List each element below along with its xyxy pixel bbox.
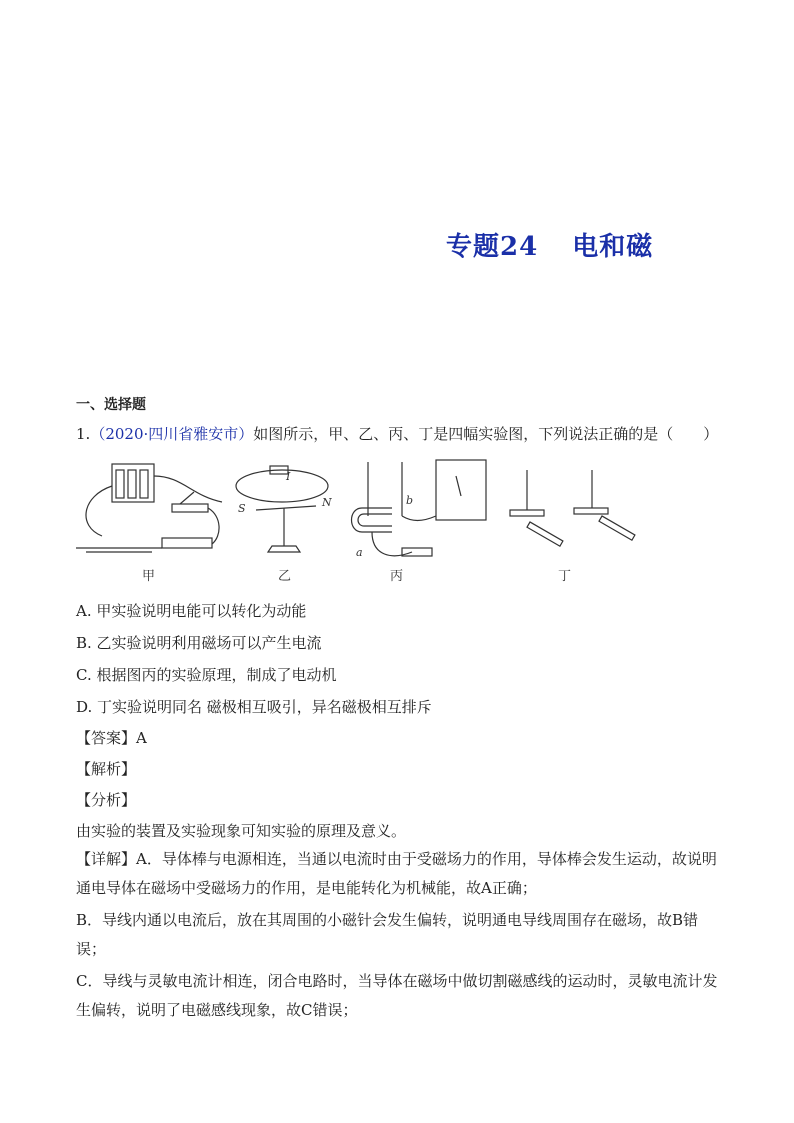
mark-a: a	[356, 546, 363, 559]
detail-b: B．导线内通以电流后，放在其周围的小磁针会发生偏转，说明通电导线周围存在磁场，故B错误；	[76, 911, 699, 958]
wire-loop	[236, 470, 328, 502]
mark-i: I	[286, 470, 291, 483]
page-title	[446, 226, 653, 263]
switch-base	[402, 548, 432, 556]
u-magnet-inner	[358, 514, 392, 526]
title-prefix: 专题	[446, 232, 501, 262]
hanging-magnet	[574, 508, 608, 514]
coil	[162, 538, 212, 548]
magnetic-needle	[256, 506, 316, 510]
question-number: 1.	[76, 425, 91, 443]
experiment-figure	[72, 456, 642, 590]
mark-s: S	[238, 502, 246, 515]
fenxi-title: 【分析】	[76, 791, 137, 809]
needle-base	[268, 546, 300, 552]
mark-n: N	[322, 496, 332, 509]
galvanometer-pointer	[456, 476, 461, 496]
question-text: 如图所示，甲、乙、丙、丁是四幅实验图，下列说法正确的是（ ）	[253, 425, 719, 443]
battery-cell	[116, 470, 124, 498]
option-c: C. 根据图丙的实验原理，制成了电动机	[76, 666, 337, 684]
held-magnet	[527, 522, 563, 546]
wire	[86, 486, 112, 536]
question-source-open: （	[90, 425, 106, 443]
label-jia: 甲	[142, 569, 156, 584]
galvanometer	[436, 460, 486, 520]
title-topic: 电和磁	[572, 232, 654, 262]
option-d: D. 丁实验说明同名 磁极相互吸引，异名磁极相互排斥	[76, 698, 432, 716]
answer: 【答案】A	[76, 729, 147, 747]
wire	[402, 516, 436, 521]
question-stem	[76, 423, 736, 444]
switch-base	[172, 504, 208, 512]
fenxi-text: 由实验的装置及实验现象可知实验的原理及意义。	[76, 822, 407, 840]
held-magnet	[599, 516, 635, 540]
label-bing: 丙	[390, 569, 404, 584]
question-source: 2020·四川省雅安市	[105, 425, 239, 443]
switch-lever	[180, 492, 194, 504]
label-yi: 乙	[278, 569, 292, 584]
battery-cell	[140, 470, 148, 498]
wire	[372, 532, 412, 556]
analysis-title: 【解析】	[76, 760, 137, 778]
option-b: B. 乙实验说明利用磁场可以产生电流	[76, 634, 322, 652]
mark-b: b	[406, 494, 414, 507]
wire	[154, 476, 222, 502]
title-number: 24	[500, 232, 539, 262]
detail-c: C．导线与灵敏电流计相连，闭合电路时，当导体在磁场中做切割磁感线的运动时，灵敏电流计发生偏转，说明了电磁感线现象，故C错误；	[76, 972, 718, 1019]
label-ding: 丁	[558, 569, 572, 584]
option-a: A. 甲实验说明电能可以转化为动能	[76, 602, 307, 620]
question-source-close: ）	[238, 425, 254, 443]
hanging-magnet	[510, 510, 544, 516]
section-heading: 一、选择题	[76, 397, 146, 413]
battery-cell	[128, 470, 136, 498]
detail-a: 【详解】A．导体棒与电源相连，当通以电流时由于受磁场力的作用，导体棒会发生运动，故说明通电导体在磁场中受磁场力的作用，是电能转化为机械能，故A正确；	[76, 850, 717, 897]
